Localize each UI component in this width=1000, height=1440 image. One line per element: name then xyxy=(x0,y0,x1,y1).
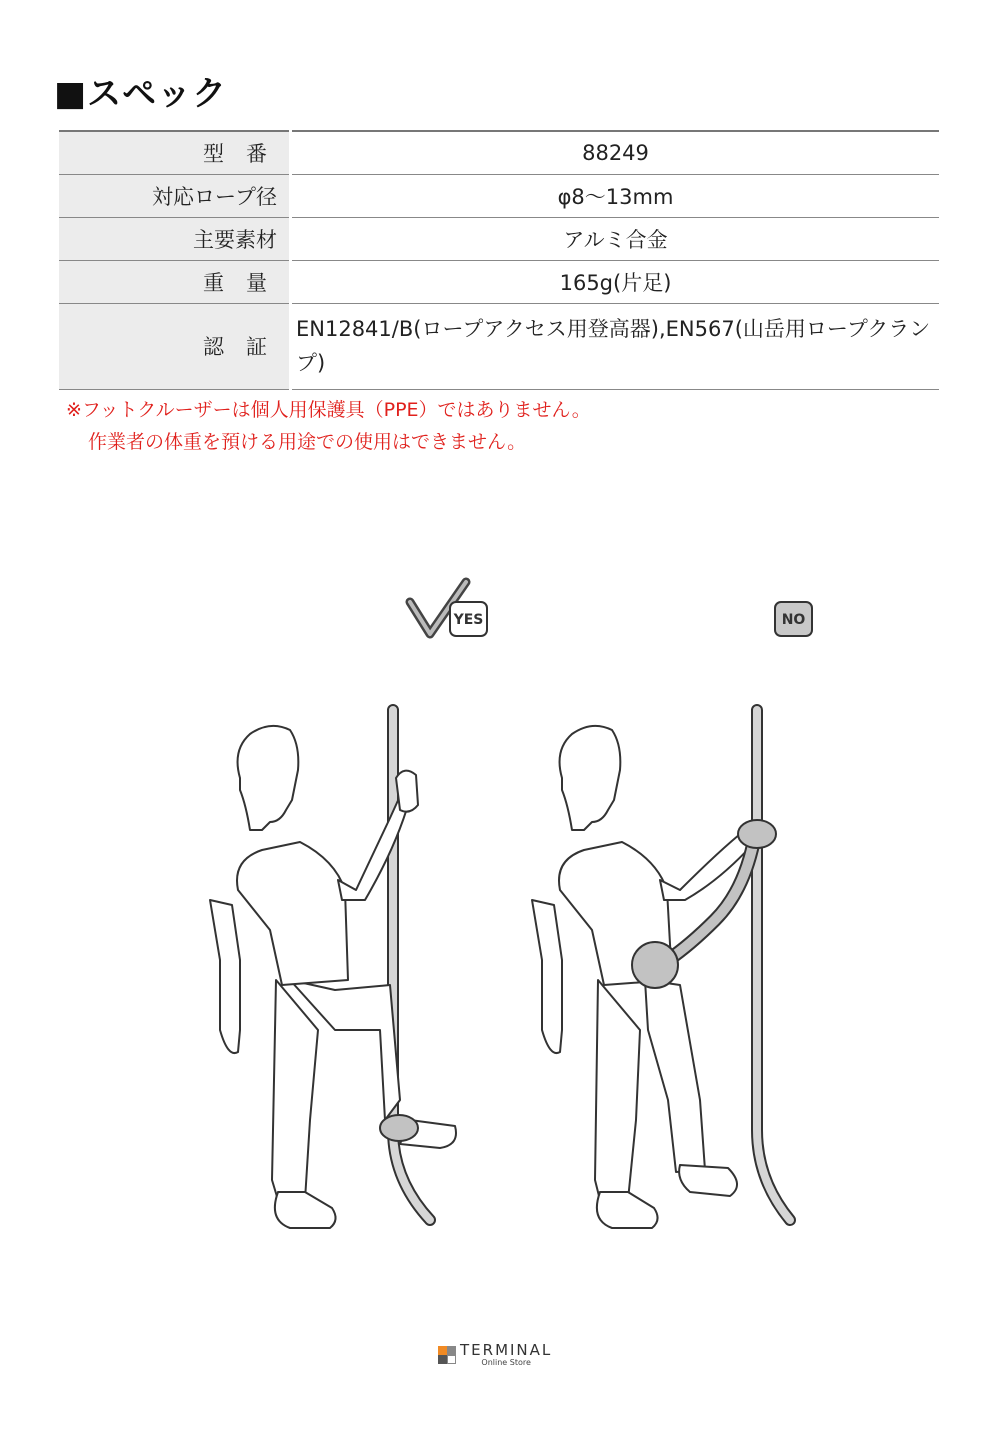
no-badge xyxy=(775,602,812,636)
spec-label: 対応ロープ径 xyxy=(59,174,291,217)
warning-note xyxy=(66,394,591,458)
spec-row-cert xyxy=(59,303,939,389)
spec-value: φ8～13mm xyxy=(291,174,940,217)
spec-table xyxy=(59,130,939,390)
yes-label: YES xyxy=(453,612,484,628)
page-title: ■スペック xyxy=(54,74,228,114)
warning-line-2: 作業者の体重を預ける用途での使用はできません。 xyxy=(88,431,527,453)
logo-name: TERMINAL xyxy=(460,1341,553,1359)
terminal-logo xyxy=(438,1343,552,1367)
spec-label: 重量 xyxy=(59,260,291,303)
yes-badge xyxy=(450,602,487,636)
no-label: NO xyxy=(781,612,806,628)
warning-line-1: ※フットクルーザーは個人用保護具（PPE）ではありません。 xyxy=(66,399,591,421)
usage-illustration xyxy=(0,560,1000,1260)
spec-value: EN12841/B(ロープアクセス用登高器),EN567(山岳用ロープクランプ) xyxy=(291,303,940,389)
spec-value: アルミ合金 xyxy=(291,217,940,260)
logo-mark-icon xyxy=(438,1346,456,1364)
spec-value: 165g(片足) xyxy=(291,260,940,303)
spec-label: 認証 xyxy=(59,303,291,389)
spec-label: 主要素材 xyxy=(59,217,291,260)
spec-row-material xyxy=(59,217,939,260)
spec-row-model xyxy=(59,131,939,174)
spec-row-weight xyxy=(59,260,939,303)
spec-value: 88249 xyxy=(291,131,940,174)
logo-sub: Online Store xyxy=(481,1358,531,1367)
spec-label: 型番 xyxy=(59,131,291,174)
incorrect-use-figure xyxy=(532,710,790,1228)
spec-row-rope xyxy=(59,174,939,217)
correct-use-figure xyxy=(210,710,456,1228)
